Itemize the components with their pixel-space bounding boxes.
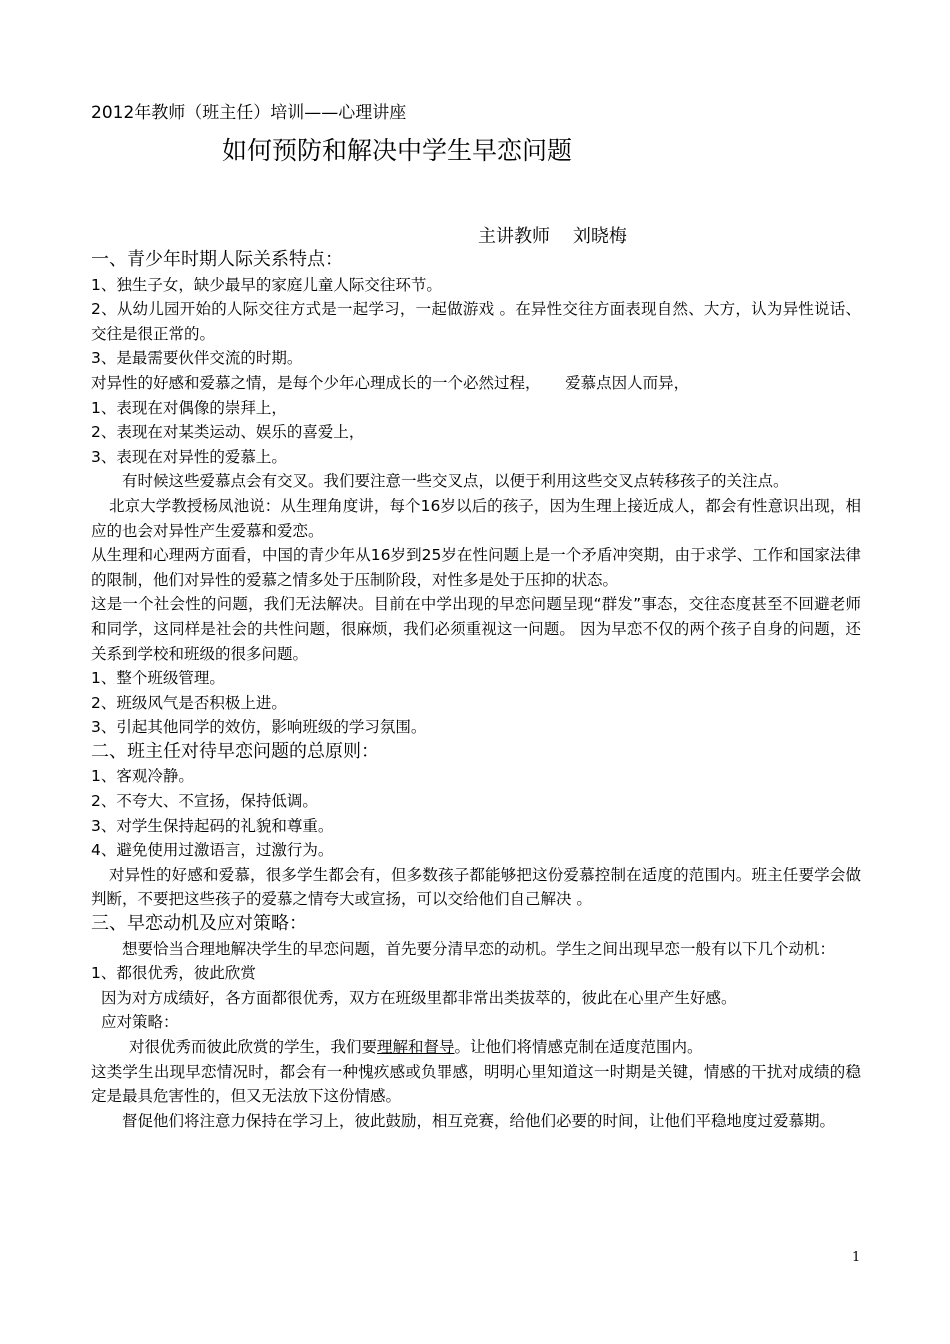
paragraph	[91, 1035, 861, 1060]
paragraph: 1、表现在对偶像的崇拜上，	[91, 398, 287, 417]
paragraph: 应对策略：	[101, 1013, 179, 1032]
paragraph: 3、对学生保持起码的礼貌和尊重。	[91, 816, 334, 835]
paragraph: 1、都很优秀，彼此欣赏	[91, 964, 256, 983]
paragraph: 1、独生子女，缺少最早的家庭儿童人际交往环节。	[91, 275, 442, 294]
text-run: 对很优秀而彼此欣赏的学生，我们要	[129, 1038, 378, 1056]
section-heading: 二、班主任对待早恋问题的总原则：	[91, 740, 379, 762]
paragraph: 2、班级风气是否积极上进。	[91, 693, 287, 712]
paragraph: 3、引起其他同学的效仿，影响班级的学习氛围。	[91, 718, 427, 737]
section-heading: 一、青少年时期人际关系特点：	[91, 249, 343, 270]
paragraph: 这类学生出现早恋情况时，都会有一种愧疚感或负罪感，明明心里知道这一时期是关键，情感的干扰对成绩的稳定是最具危害性的，但又无法放下这份情感。	[91, 1062, 861, 1106]
paragraph: 因为对方成绩好，各方面都很优秀，双方在班级里都非常出类拔萃的，彼此在心里产生好感。	[101, 988, 737, 1007]
paragraph: 想要恰当合理地解决学生的早恋问题，首先要分清早恋的动机。学生之间出现早恋一般有以下几个动机：	[122, 939, 836, 958]
document-title: 如何预防和解决中学生早恋问题	[222, 136, 573, 165]
document-body	[91, 248, 861, 1133]
section-heading: 三、早恋动机及应对策略：	[91, 913, 307, 935]
paragraph: 3、表现在对异性的爱慕上。	[91, 447, 287, 466]
paragraph: 这是一个社会性的问题，我们无法解决。目前在中学出现的早恋问题呈现“群发”事态，交往态度甚至不回避老师和同学，这同样是社会的共性问题，很麻烦，我们必须重视这一问题。 因为早恋不仅的两个孩子自身的问题，还关系到学校和班级的很多问题。	[91, 595, 861, 663]
page-number: 1	[852, 1250, 861, 1265]
text-run: 。让他们将情感克制在适度范围内。	[454, 1038, 703, 1056]
paragraph: 2、从幼儿园开始的人际交往方式是一起学习，一起做游戏 。在异性交往方面表现自然、大方，认为异性说话、交往是很正常的。	[91, 300, 861, 343]
document-subtitle: 2012年教师（班主任）培训——心理讲座	[91, 103, 407, 123]
paragraph: 有时候这些爱慕点会有交叉。我们要注意一些交叉点，以便于利用这些交叉点转移孩子的关注点。	[122, 472, 789, 491]
paragraph: 对异性的好感和爱慕之情，是每个少年心理成长的一个必然过程， 爱慕点因人而异，	[91, 373, 690, 392]
paragraph: 2、不夸大、不宣扬，保持低调。	[91, 792, 318, 811]
paragraph: 1、整个班级管理。	[91, 669, 225, 688]
underlined-text: 理解和督导	[377, 1038, 455, 1056]
paragraph: 1、客观冷静。	[91, 767, 194, 786]
paragraph: 督促他们将注意力保持在学习上，彼此鼓励，相互竞赛，给他们必要的时间，让他们平稳地度过爱慕期。	[122, 1111, 836, 1130]
paragraph: 4、避免使用过激语言，过激行为。	[91, 841, 334, 860]
paragraph: 对异性的好感和爱慕，很多学生都会有，但多数孩子都能够把这份爱慕控制在适度的范围内。班主任要学会做判断，不要把这些孩子的爱慕之情夸大或宣扬，可以交给他们自己解决 。	[91, 865, 861, 909]
paragraph: 2、表现在对某类运动、娱乐的喜爱上，	[91, 423, 365, 442]
speaker-line: 主讲教师 刘晓梅	[478, 226, 627, 247]
paragraph: 从生理和心理两方面看，中国的青少年从16岁到25岁在性问题上是一个矛盾冲突期，由于求学、工作和国家法律的限制，他们对异性的爱慕之情多处于压制阶段，对性多是处于压抑的状态。	[91, 546, 861, 589]
paragraph: 3、是最需要伙伴交流的时期。	[91, 349, 303, 368]
paragraph: 北京大学教授杨凤池说：从生理角度讲，每个16岁以后的孩子，因为生理上接近成人，都会有性意识出现，相应的也会对异性产生爱慕和爱恋。	[91, 496, 861, 540]
